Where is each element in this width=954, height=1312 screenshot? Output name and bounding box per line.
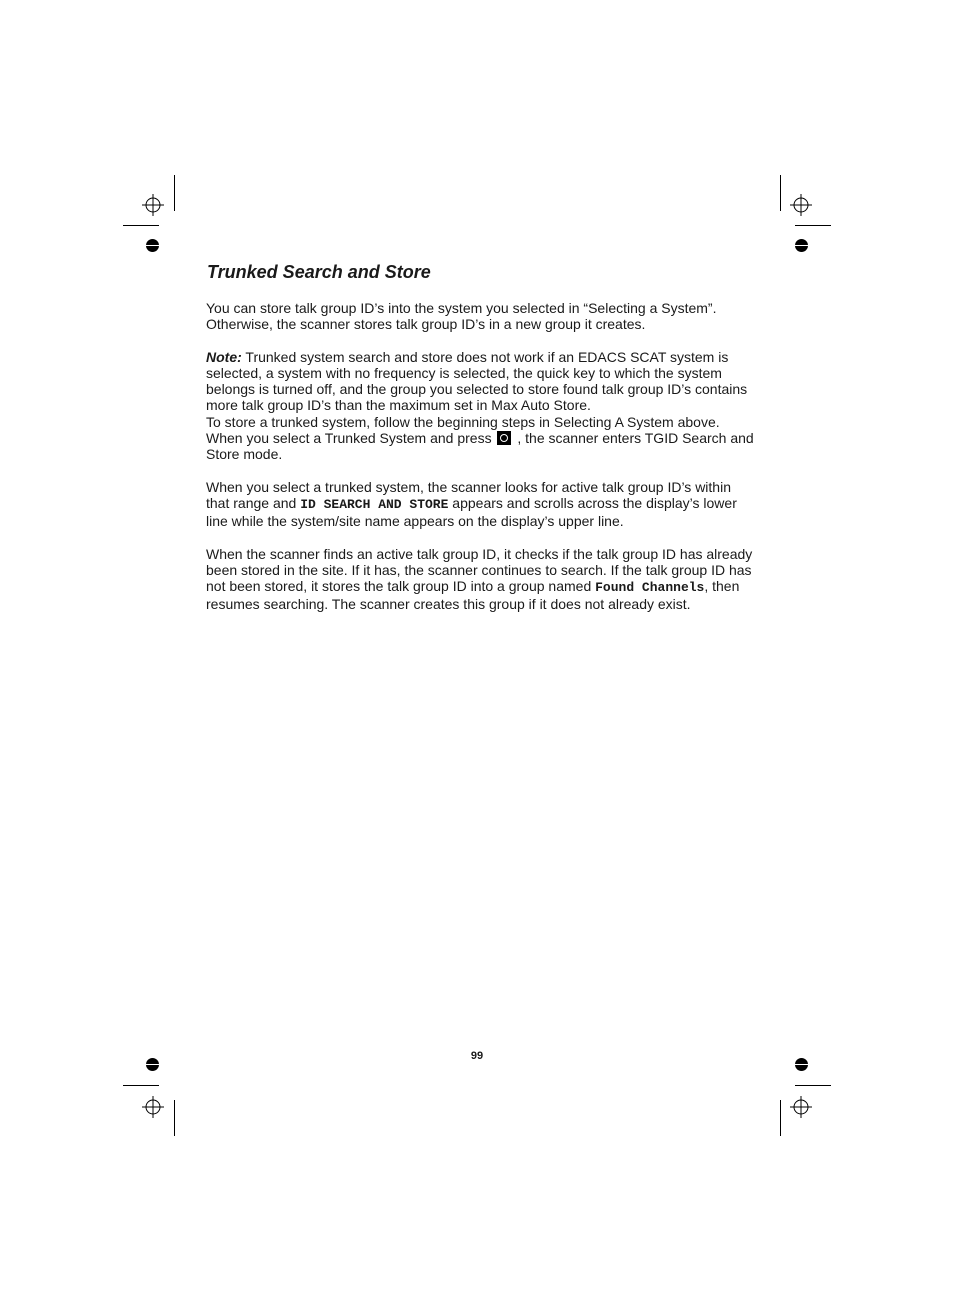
found-channels-paragraph bbox=[206, 546, 754, 613]
section-title: Trunked Search and Store bbox=[207, 262, 431, 282]
registration-mark-icon bbox=[142, 1096, 164, 1118]
crop-mark-vertical bbox=[780, 1100, 781, 1136]
store-instructions-text: To store a trunked system, follow the beginning steps in Selecting A System above. When you select a Trunked System and press bbox=[206, 413, 720, 447]
registration-dot-icon bbox=[146, 239, 159, 252]
crop-mark-vertical bbox=[174, 1100, 175, 1136]
found-channels-text: When the scanner finds an active talk group ID, it checks if the talk group ID has already been stored in the site. If it has, the scanner continues to search. If the talk group ID has not been stored, it stores the talk group ID into a group named bbox=[206, 545, 753, 595]
registration-mark-icon bbox=[790, 194, 812, 216]
crop-mark-vertical bbox=[174, 175, 175, 211]
registration-mark-icon bbox=[790, 1096, 812, 1118]
page-number: 99 bbox=[470, 1050, 484, 1062]
crop-mark-horizontal bbox=[795, 225, 831, 226]
store-instructions-paragraph bbox=[206, 414, 754, 463]
body-text bbox=[206, 300, 754, 613]
search-behavior-paragraph bbox=[206, 479, 754, 530]
found-channels-text-end: , then resumes searching. The scanner creates this group if it does not already exist. bbox=[206, 578, 740, 613]
crop-mark-horizontal bbox=[795, 1085, 831, 1086]
search-behavior-text-end: appears and scrolls across the display’s lower line while the system/site name appears on the display’s upper line. bbox=[206, 494, 737, 530]
note-label: Note: bbox=[206, 348, 242, 365]
registration-mark-icon bbox=[142, 194, 164, 216]
crop-mark-vertical bbox=[780, 175, 781, 211]
crop-mark-horizontal bbox=[123, 1085, 159, 1086]
group-name-found-channels: Found Channels bbox=[595, 580, 705, 596]
note-paragraph bbox=[206, 349, 754, 414]
display-text-id-search: ID SEARCH AND STORE bbox=[300, 496, 449, 512]
crop-mark-horizontal bbox=[123, 225, 159, 226]
registration-dot-icon bbox=[795, 239, 808, 252]
intro-paragraph: You can store talk group ID’s into the system you selected in “Selecting a System”. Otherwise, the scanner stores talk group ID’s in a new group it creates. bbox=[206, 300, 717, 333]
select-key-icon bbox=[497, 431, 511, 445]
store-instructions-text-end: , the scanner enters TGID Search and Store mode. bbox=[206, 430, 754, 463]
search-behavior-text: When you select a trunked system, the scanner looks for active talk group ID’s within that range and bbox=[206, 478, 731, 511]
note-text: Trunked system search and store does not work if an EDACS SCAT system is selected, a system with no frequency is selected, the quick key to which the system belongs is turned off, and the group you selected to store found talk group ID’s contains more talk group ID’s than the maximum set in Max Auto Store. bbox=[206, 348, 748, 414]
